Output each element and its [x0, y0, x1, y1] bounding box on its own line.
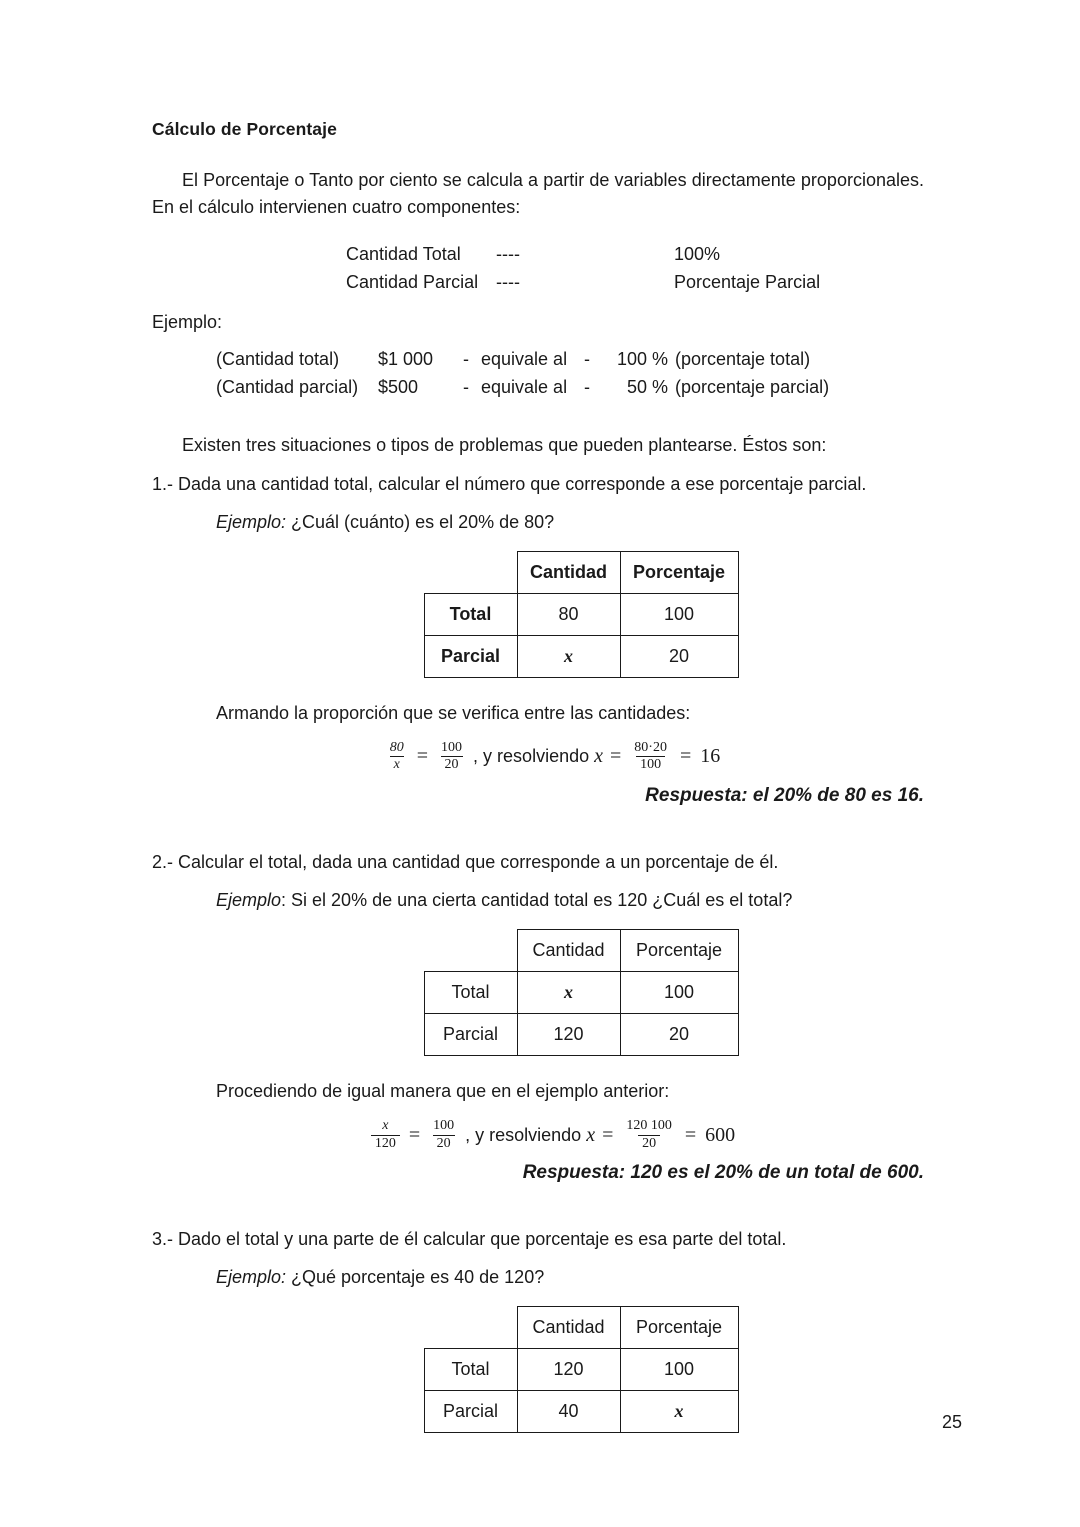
section-1-table-wrap	[152, 551, 924, 678]
fraction-denominator: 20	[638, 1135, 660, 1152]
cell-parcial-porcentaje: 20	[620, 635, 738, 677]
example-row	[216, 373, 924, 402]
section-1-procedure: Armando la proporción que se verifica entre las cantidades:	[216, 702, 691, 723]
example-bracket: (Cantidad total)	[216, 348, 340, 369]
fraction-solution	[630, 741, 671, 773]
equals-sign: =	[610, 745, 622, 768]
fraction-denominator: 20	[441, 756, 463, 773]
section-3-example-text: ¿Qué porcentaje es 40 de 120?	[286, 1266, 545, 1287]
equation-variable: x	[594, 745, 603, 768]
component-dashes: ----	[496, 272, 520, 293]
cell-total-cantidad: 120	[517, 1348, 620, 1390]
situations-intro: Existen tres situaciones o tipos de problemas que pueden plantearse. Éstos son:	[182, 435, 827, 456]
table-corner-cell	[424, 930, 517, 972]
fraction-numerator: x	[382, 1118, 389, 1134]
example-bracket: (Cantidad parcial)	[216, 377, 359, 398]
table-header-row	[424, 1306, 738, 1348]
cell-total-porcentaje: 100	[620, 1348, 738, 1390]
table-header-cantidad: Cantidad	[517, 551, 620, 593]
section-2-equation	[152, 1119, 924, 1151]
cell-parcial-cantidad: 120	[517, 1014, 620, 1056]
equals-sign: =	[408, 1123, 421, 1146]
components-list	[152, 241, 924, 297]
percentage-table-2	[424, 929, 739, 1056]
table-header-cantidad: Cantidad	[517, 1306, 620, 1348]
section-2-table-wrap	[152, 929, 924, 1056]
table-row	[424, 593, 738, 635]
section-3-example	[216, 1264, 924, 1292]
table-header-row	[424, 551, 738, 593]
section-1-example	[216, 509, 924, 537]
section-2-procedure: Procediendo de igual manera que en el ejemplo anterior:	[216, 1081, 670, 1102]
fraction-rhs	[429, 1119, 458, 1151]
cell-parcial-cantidad: x	[517, 635, 620, 677]
table-row	[424, 1014, 738, 1056]
row-label-total: Total	[424, 593, 517, 635]
row-label-parcial: Parcial	[424, 1390, 517, 1432]
cell-total-porcentaje: 100	[620, 972, 738, 1014]
section-1	[152, 471, 924, 808]
section-2-heading: 2.- Calcular el total, dada una cantidad que corresponde a un porcentaje de él.	[152, 852, 779, 873]
fraction-numerator: 100	[441, 739, 463, 755]
equation-result: 16	[700, 745, 721, 768]
section-3-example-prefix: Ejemplo:	[216, 1266, 287, 1287]
table-row	[424, 972, 738, 1014]
section-2-example-prefix: Ejemplo	[216, 890, 282, 911]
cell-total-porcentaje: 100	[620, 593, 738, 635]
fraction-numerator: 100	[433, 1118, 455, 1134]
fraction-solution	[622, 1119, 676, 1151]
example-percent: 100 %	[616, 348, 668, 369]
section-2-example	[216, 887, 924, 915]
fraction-lhs	[371, 1119, 400, 1151]
cell-parcial-porcentaje: x	[620, 1390, 738, 1432]
equation-connector: , y resolviendo	[465, 1124, 582, 1145]
section-2-answer: Respuesta: 120 es el 20% de un total de 600.	[522, 1161, 924, 1183]
table-row	[424, 1390, 738, 1432]
fraction-numerator: 80·20	[634, 739, 667, 755]
fraction-denominator: x	[390, 756, 404, 773]
cell-parcial-porcentaje: 20	[620, 1014, 738, 1056]
row-label-parcial: Parcial	[424, 635, 517, 677]
equals-sign: =	[684, 1123, 697, 1146]
page-number: 25	[941, 1412, 962, 1432]
section-2	[152, 849, 924, 1184]
equals-sign: =	[602, 1123, 614, 1146]
page-content	[152, 118, 924, 1433]
equation-connector: , y resolviendo	[473, 746, 590, 767]
section-1-example-text: ¿Cuál (cuánto) es el 20% de 80?	[286, 511, 555, 532]
components-row	[152, 241, 924, 269]
row-label-total: Total	[424, 972, 517, 1014]
equals-sign: =	[416, 745, 429, 768]
table-header-porcentaje: Porcentaje	[620, 551, 738, 593]
example-note: (porcentaje total)	[675, 348, 811, 369]
component-label: Cantidad Parcial	[346, 272, 479, 293]
example-label: Ejemplo:	[152, 312, 223, 333]
section-1-answer: Respuesta: el 20% de 80 es 16.	[645, 785, 924, 807]
cell-parcial-cantidad: 40	[517, 1390, 620, 1432]
section-1-equation	[152, 741, 924, 773]
row-label-total: Total	[424, 1348, 517, 1390]
fraction-lhs	[386, 741, 408, 773]
cell-total-cantidad: x	[517, 972, 620, 1014]
example-amount: $500	[378, 377, 419, 398]
percentage-table-1	[424, 551, 739, 678]
percentage-table-3	[424, 1306, 739, 1433]
example-dash: -	[463, 377, 469, 398]
example-dash: -	[584, 377, 590, 398]
equation-variable: x	[586, 1123, 596, 1146]
component-value: Porcentaje Parcial	[674, 272, 821, 293]
example-amount: $1 000	[378, 348, 434, 369]
example-dash: -	[584, 348, 590, 369]
table-header-porcentaje: Porcentaje	[620, 930, 738, 972]
table-corner-cell	[424, 1306, 517, 1348]
fraction-numerator: 120 100	[626, 1118, 672, 1134]
intro-paragraph: El Porcentaje o Tanto por ciento se calcula a partir de variables directamente proporcionales. En el cálculo intervienen cuatro componentes:	[152, 169, 924, 218]
section-1-example-prefix: Ejemplo:	[216, 511, 287, 532]
example-note: (porcentaje parcial)	[675, 377, 830, 398]
table-corner-cell	[424, 551, 517, 593]
component-dashes: ----	[496, 244, 520, 265]
table-row	[424, 635, 738, 677]
equals-sign: =	[679, 745, 692, 768]
fraction-numerator: 80	[389, 739, 404, 755]
page-title: Cálculo de Porcentaje	[152, 119, 337, 139]
fraction-denominator: 20	[433, 1135, 455, 1152]
fraction-rhs	[437, 741, 466, 773]
example-equivale: equivale al	[481, 377, 568, 398]
example-row	[216, 345, 924, 374]
table-row	[424, 1348, 738, 1390]
table-header-row	[424, 930, 738, 972]
fraction-denominator: 100	[636, 756, 665, 773]
table-header-porcentaje: Porcentaje	[620, 1306, 738, 1348]
components-row	[152, 269, 924, 297]
fraction-denominator: 120	[371, 1135, 400, 1152]
cell-total-cantidad: 80	[517, 593, 620, 635]
section-3-table-wrap	[152, 1306, 924, 1433]
table-header-cantidad: Cantidad	[517, 930, 620, 972]
row-label-parcial: Parcial	[424, 1014, 517, 1056]
example-equivalences	[152, 345, 924, 403]
component-value: 100%	[674, 244, 721, 265]
equation-result: 600	[705, 1123, 736, 1146]
example-dash: -	[463, 348, 469, 369]
section-3	[152, 1226, 924, 1433]
section-1-heading: 1.- Dada una cantidad total, calcular el número que corresponde a ese porcentaje parcial.	[152, 473, 867, 494]
section-3-heading: 3.- Dado el total y una parte de él calcular que porcentaje es esa parte del total.	[152, 1228, 787, 1249]
component-label: Cantidad Total	[346, 244, 461, 265]
section-2-example-text: : Si el 20% de una cierta cantidad total es 120 ¿Cuál es el total?	[281, 890, 793, 911]
example-equivale: equivale al	[481, 348, 568, 369]
example-percent: 50 %	[626, 377, 668, 398]
